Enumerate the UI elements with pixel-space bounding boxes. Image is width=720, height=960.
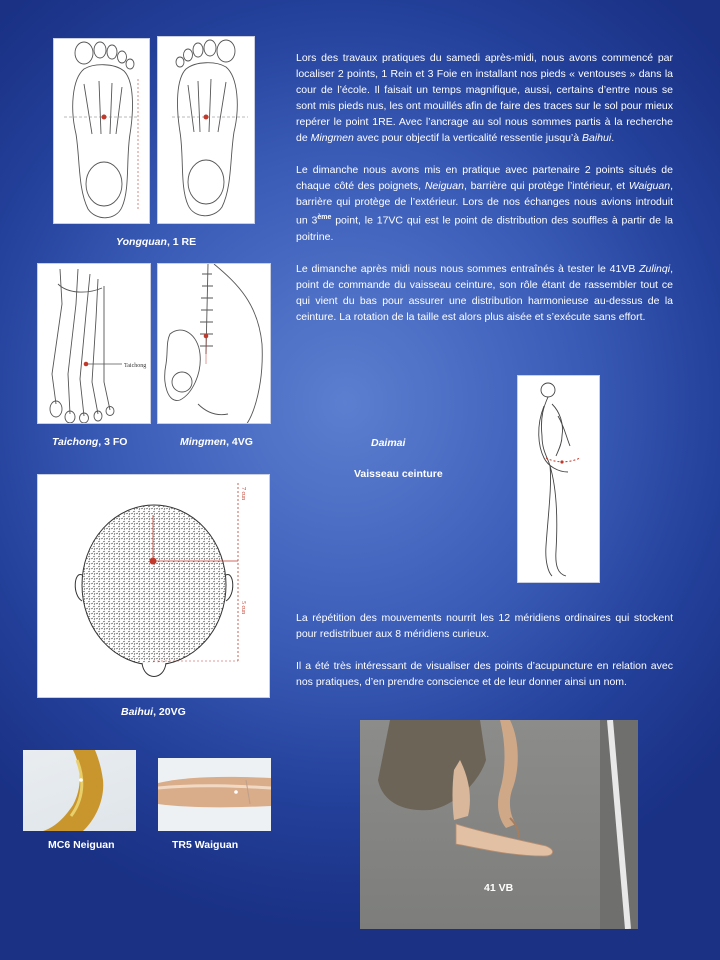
vb41-caption: 41 VB xyxy=(484,882,514,894)
article-text-lower xyxy=(296,610,673,706)
neiguan-wrist-photo xyxy=(23,750,136,831)
paragraph-3: Le dimanche après midi nous nous sommes entraînés à tester le 41VB Zulinqi, point de commande du vaisseau ceinture, son rôle étant de rassembler tout ce qui vient du bas pour assurer une distribution harmonieuse au-dessus de la ceinture. La rotation de la taille est alors plus aisée et s’exécute sans effort. xyxy=(296,262,673,323)
mingmen-spine-figure xyxy=(157,263,271,424)
paragraph-4: La répétition des mouvements nourrit les 12 méridiens ordinaires qui stockent pour redistribuer aux 8 méridiens curieux. xyxy=(296,612,673,640)
daimai-figure xyxy=(517,375,600,583)
paragraph-5: Il a été très intéressant de visualiser des points d’acupuncture en relation avec nos pratiques, d’en prendre conscience et de leur donner ainsi un nom. xyxy=(296,660,673,688)
article-text xyxy=(296,50,673,341)
cun7-label: 7 cun xyxy=(240,487,246,501)
yongquan-right-foot-figure xyxy=(157,36,255,224)
taichong-line-label: Taichong xyxy=(124,363,147,369)
cun5-label: 5 cun xyxy=(240,601,246,615)
yongquan-caption: Yongquan, 1 RE xyxy=(116,236,197,248)
yongquan-left-foot-figure xyxy=(53,38,150,224)
mc6-caption: MC6 Neiguan xyxy=(48,839,115,851)
mingmen-caption: Mingmen, 4VG xyxy=(180,436,253,448)
vaisseau-ceinture-label: Vaisseau ceinture xyxy=(354,468,443,480)
paragraph-1: Lors des travaux pratiques du samedi après-midi, nous avons commencé par localiser 2 points, 1 Rein et 3 Foie en installant nos pieds « ventouses » dans la cour de l’école. Il faisait un temps magnifique, aussi, certains d’entre nous se sont mis pieds nus, les ont mouillés afin de faire des traces sur le sol pour mieux repérer le point 1RE. Avec l’ancrage au sol nous sommes partis à la recherche de Mingmen avec pour objectif la verticalité ressentie jusqu’à Baihui. xyxy=(296,52,673,144)
baihui-caption: Baihui, 20VG xyxy=(121,706,186,718)
waiguan-forearm-photo xyxy=(158,758,271,831)
baihui-head-figure xyxy=(37,474,270,698)
taichong-caption: Taichong, 3 FO xyxy=(52,436,128,448)
daimai-label: Daimai xyxy=(371,437,406,449)
paragraph-2: Le dimanche nous avons mis en pratique avec partenaire 2 points situés de chaque côté des poignets, Neiguan, barrière qui protège l’intérieur, et Waiguan, barrière qui protège de l’extérieur. Lors de nos échanges nous avions introduit un 3ème point, le 17VC qui est le point de distribution des souffles à partir de la poitrine. xyxy=(296,164,673,243)
tr5-caption: TR5 Waiguan xyxy=(172,839,239,851)
vb41-practice-photo xyxy=(360,720,638,929)
taichong-foot-figure xyxy=(37,263,151,424)
